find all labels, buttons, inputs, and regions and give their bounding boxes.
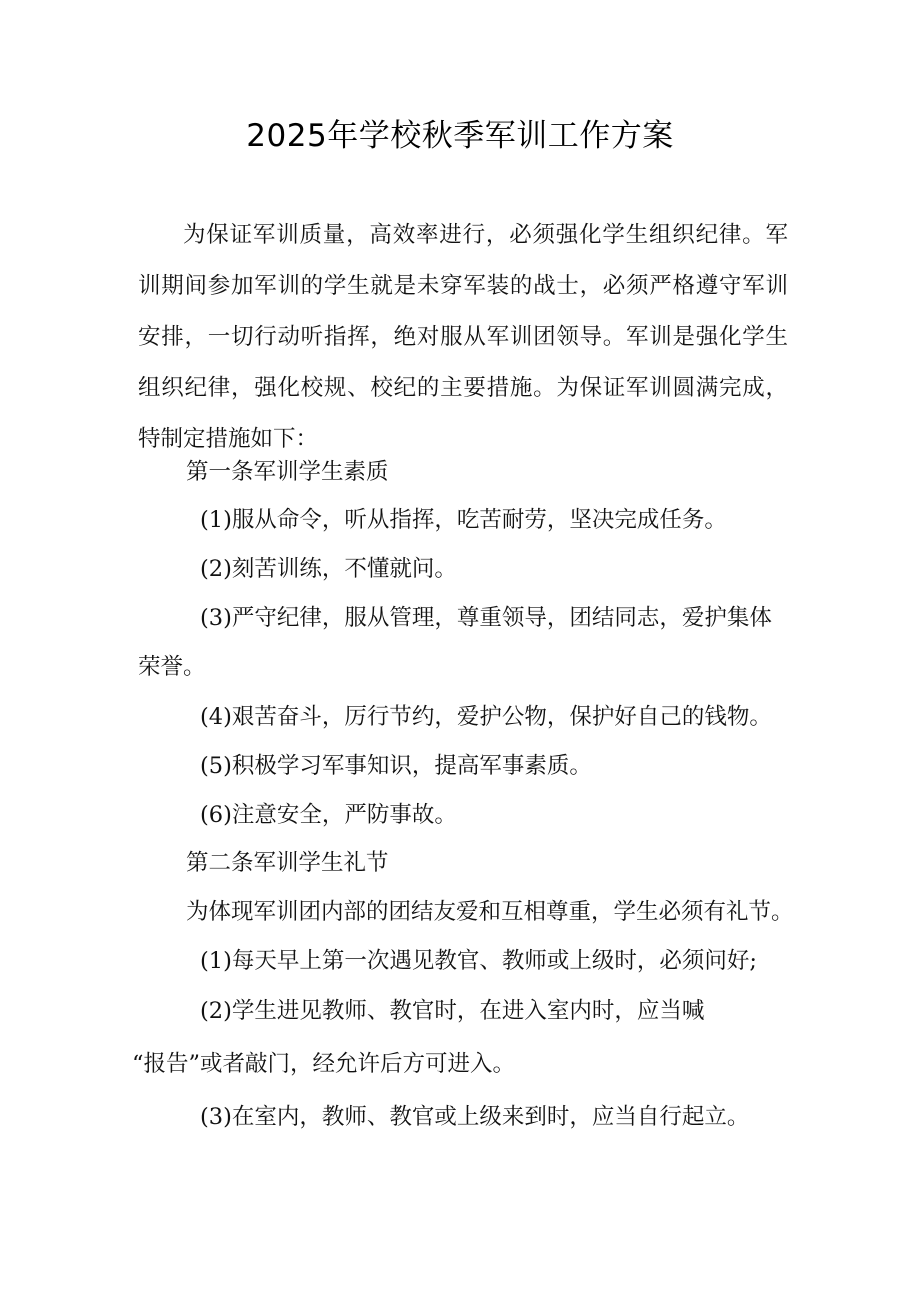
article-1-item-4: (4)艰苦奋斗，厉行节约，爱护公物，保护好自己的钱物。 bbox=[200, 704, 772, 730]
article-1-item-3: (3)严守纪律，服从管理，尊重领导，团结同志，爱护集体 bbox=[200, 605, 772, 631]
article-2-intro: 为体现军训团内部的团结友爱和互相尊重，学生必须有礼节。 bbox=[186, 899, 794, 925]
article-2-heading: 第二条军训学生礼节 bbox=[186, 850, 389, 876]
article-2-item-1: (1)每天早上第一次遇见教官、教师或上级时，必须问好; bbox=[200, 948, 757, 974]
article-1-item-5: (5)积极学习军事知识，提高军事素质。 bbox=[200, 753, 592, 779]
document-title: 2025年学校秋季军训工作方案 bbox=[246, 118, 674, 154]
article-1-item-3-continuation: 荣誉。 bbox=[138, 654, 206, 680]
article-2-item-2-continuation: “报告”或者敲门，经允许后方可进入。 bbox=[132, 1051, 516, 1077]
article-1-item-1: (1)服从命令，听从指挥，吃苦耐劳，坚决完成任务。 bbox=[200, 507, 727, 533]
article-1-heading: 第一条军训学生素质 bbox=[186, 459, 389, 485]
intro-paragraph: 为保证军训质量，高效率进行，必须强化学生组织纪律。军训期间参加军训的学生就是未穿军装的战士，必须严格遵守军训安排，一切行动听指挥，绝对服从军训团领导。军训是强化学生组织纪律，强化校规、校纪的主要措施。为保证军训圆满完成，特制定措施如下： bbox=[138, 222, 788, 452]
article-1-item-6: (6)注意安全，严防事故。 bbox=[200, 802, 457, 828]
article-1-item-2: (2)刻苦训练，不懂就问。 bbox=[200, 556, 457, 582]
article-2-item-2: (2)学生进见教师、教官时，在进入室内时，应当喊 bbox=[200, 998, 705, 1024]
article-2-item-3: (3)在室内，教师、教官或上级来到时，应当自行起立。 bbox=[200, 1104, 750, 1130]
